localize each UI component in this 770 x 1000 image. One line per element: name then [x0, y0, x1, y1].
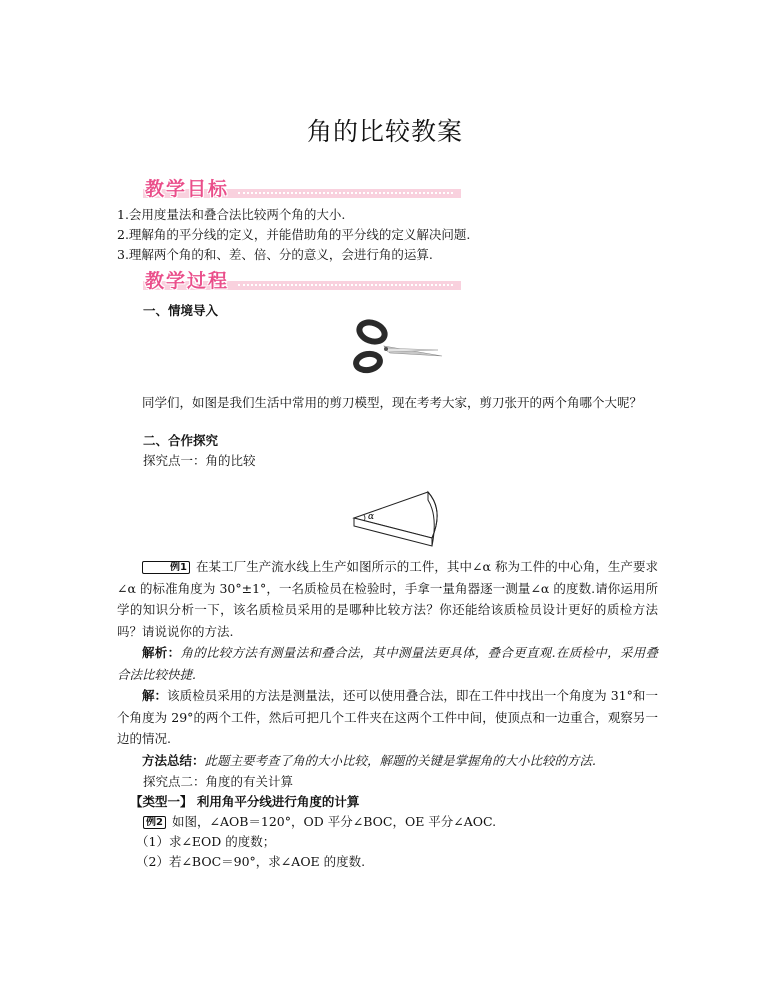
example1-text: 在某工厂生产流水线上生产如图所示的工件，其中∠α 称为工件的中心角，生产要求∠α 的标准角度为 30°±1°，一名质检员在检验时，手拿一量角器逐一测量∠α 的度数.请你运用所学的知识分析一下，该名质检员采用的是哪种比较方法？你还能给该质检员设计更好的质检方法吗？请说说你的方法. [117, 559, 658, 639]
angle-alpha-label: α [368, 512, 375, 522]
scissors-icon [350, 318, 444, 376]
heading-intro: 一、情境导入 [143, 303, 219, 318]
solution-label: 解： [142, 688, 168, 703]
analysis-paragraph [117, 642, 658, 685]
goal-item: 3.理解两个角的和、差、倍、分的意义，会进行角的运算. [117, 247, 433, 262]
subheading-point1: 探究点一：角的比较 [143, 453, 256, 468]
page-title: 角的比较教案 [306, 117, 463, 146]
example2-line [143, 812, 496, 832]
solution-text: 该质检员采用的方法是测量法，还可以使用叠合法，即在工件中找出一个角度为 31°和一个角度为 29°的两个工件，然后可把几个工件夹在这两个工件中间，使顶点和一边重合，观察另一边的情况. [117, 688, 658, 746]
subheading-point2: 探究点二：角度的有关计算 [143, 774, 294, 789]
example2-question-2: （2）若∠BOC＝90°，求∠AOE 的度数. [136, 854, 366, 869]
summary-text: 此题主要考查了角的大小比较，解题的关键是掌握角的大小比较的方法. [204, 753, 596, 768]
example2-text: 如图，∠AOB＝120°，OD 平分∠BOC，OE 平分∠AOC. [171, 814, 497, 829]
section-banner-goals [143, 176, 461, 202]
goal-item: 2.理解角的平分线的定义，并能借助角的平分线的定义解决问题. [117, 227, 471, 242]
analysis-label: 解析： [142, 645, 181, 660]
example1-tag: 例1 [142, 561, 190, 574]
workpiece-sector-figure [348, 486, 452, 556]
section-title-process: 教学过程 [145, 270, 230, 292]
example2-question-1: （1）求∠EOD 的度数； [136, 834, 276, 849]
summary-label: 方法总结： [142, 753, 205, 768]
goal-item: 1.会用度量法和叠合法比较两个角的大小. [117, 207, 346, 222]
heading-cooperation: 二、合作探究 [143, 433, 219, 448]
example1-paragraph [117, 556, 658, 642]
analysis-text: 角的比较方法有测量法和叠合法，其中测量法更具体，叠合更直观.在质检中，采用叠合法比较快捷. [117, 645, 658, 682]
type1-heading: 【类型一】 利用角平分线进行角度的计算 [130, 794, 360, 809]
section-banner-process [143, 268, 461, 294]
section-title-goals: 教学目标 [145, 178, 230, 200]
summary-paragraph [117, 750, 658, 772]
solution-paragraph [117, 685, 658, 750]
intro-paragraph: 同学们，如图是我们生活中常用的剪刀模型，现在考考大家，剪刀张开的两个角哪个大呢？ [142, 395, 643, 410]
example2-tag: 例2 [143, 816, 166, 829]
